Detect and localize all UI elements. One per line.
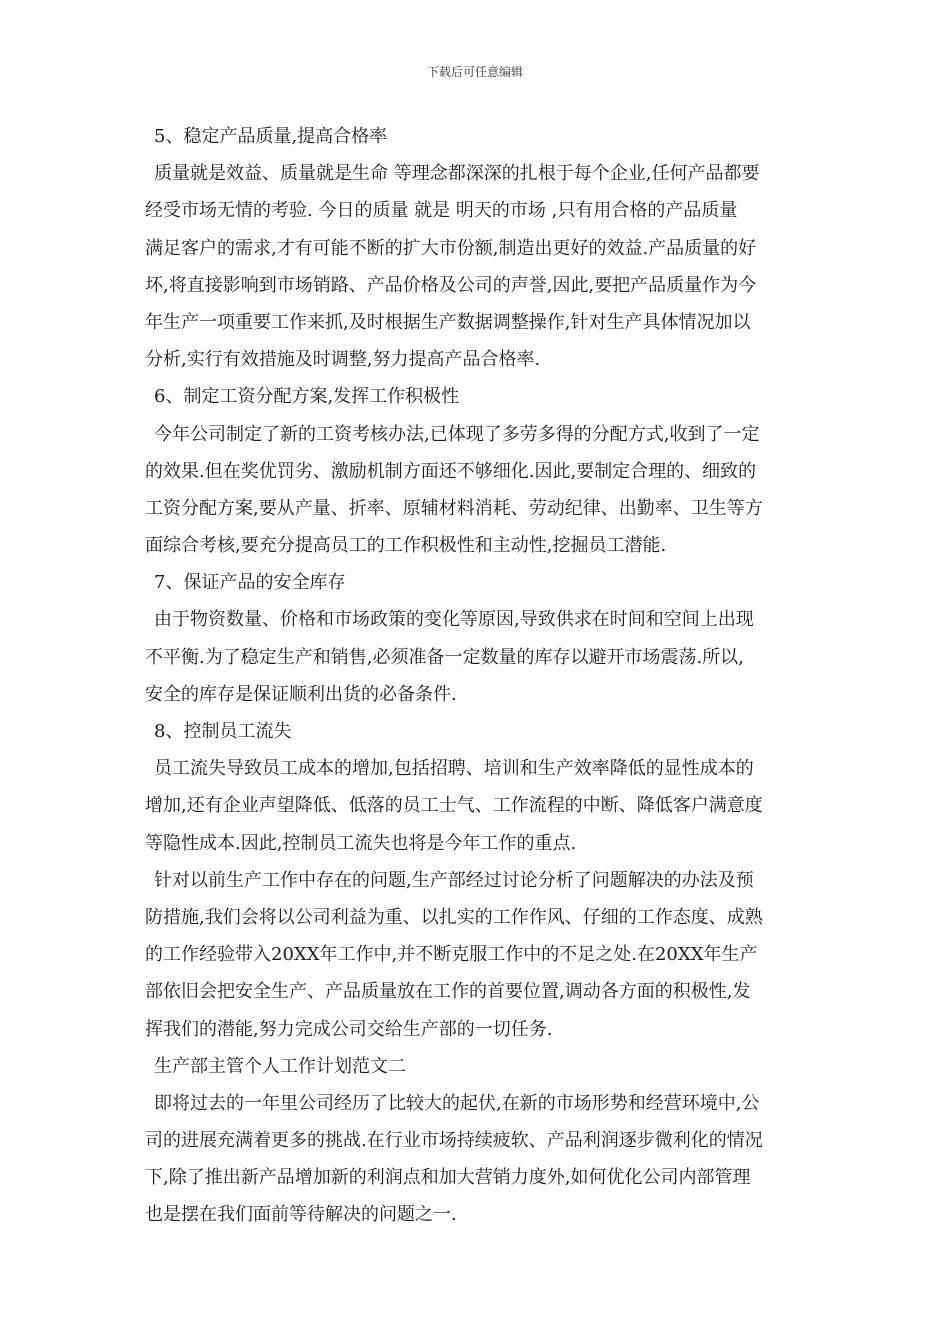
text-line: 也是摆在我们面前等待解决的问题之一. — [145, 1204, 457, 1226]
text-line: 面综合考核,要充分提高员工的工作积极性和主动性,挖掘员工潜能. — [145, 535, 667, 557]
text-line: 工资分配方案,要从产量、折率、原辅材料消耗、劳动纪律、出勤率、卫生等方 — [145, 497, 763, 519]
text-line: 下,除了推出新产品增加新的利润点和加大营销力度外,如何优化公司内部管理 — [145, 1167, 751, 1189]
text-line: 增加,还有企业声望降低、低落的员工士气、工作流程的中断、降低客户满意度 — [145, 795, 763, 817]
text-line: 防措施,我们会将以公司利益为重、以扎实的工作作风、仔细的工作态度、成熟 — [145, 906, 763, 928]
text-line: 分析,实行有效措施及时调整,努力提高产品合格率. — [145, 349, 541, 371]
text-line: 安全的库存是保证顺利出货的必备条件. — [145, 683, 457, 705]
text-line: 5、稳定产品质量,提高合格率 — [154, 126, 388, 147]
text-line: 由于物资数量、价格和市场政策的变化等原因,导致供求在时间和空间上出现 — [154, 609, 754, 631]
text-line: 8、控制员工流失 — [154, 721, 292, 742]
text-line: 员工流失导致员工成本的增加,包括招聘、培训和生产效率降低的显性成本的 — [154, 758, 754, 780]
text-line: 年生产一项重要工作来抓,及时根据生产数据调整操作,针对生产具体情况加以 — [145, 311, 751, 333]
text-line: 坏,将直接影响到市场销路、产品价格及公司的声誉,因此,要把产品质量作为今 — [145, 274, 757, 296]
text-line: 生产部主管个人工作计划范文二 — [154, 1055, 406, 1077]
text-line: 的效果.但在奖优罚劣、激励机制方面还不够细化.因此,要制定合理的、细致的 — [145, 460, 757, 482]
text-line: 等隐性成本.因此,控制员工流失也将是今年工作的重点. — [145, 832, 577, 854]
text-line: 的工作经验带入20XX年工作中,并不断克服工作中的不足之处.在20XX年生产 — [145, 944, 758, 966]
text-line: 部依旧会把安全生产、产品质量放在工作的首要位置,调动各方面的积极性,发 — [145, 981, 751, 1003]
text-line: 司的进展充满着更多的挑战.在行业市场持续疲软、产品利润逐步微利化的情况 — [145, 1130, 763, 1152]
text-line: 挥我们的潜能,努力完成公司交给生产部的一切任务. — [145, 1018, 553, 1040]
text-line: 满足客户的需求,才有可能不断的扩大市份额,制造出更好的效益.产品质量的好 — [145, 237, 757, 259]
text-line: 6、制定工资分配方案,发挥工作积极性 — [154, 386, 460, 408]
text-line: 今年公司制定了新的工资考核办法,已体现了多劳多得的分配方式,收到了一定 — [154, 423, 760, 445]
text-line: 针对以前生产工作中存在的问题,生产部经过讨论分析了问题解决的办法及预 — [154, 869, 754, 891]
text-line: 质量就是效益、质量就是生命 等理念都深深的扎根于每个企业,任何产品都要 — [154, 163, 760, 185]
page-header: 下载后可任意编辑 — [426, 65, 523, 79]
text-line: 不平衡.为了稳定生产和销售,必须准备一定数量的库存以避开市场震荡.所以, — [145, 646, 744, 668]
text-line: 7、保证产品的安全库存 — [154, 572, 346, 594]
text-line: 即将过去的一年里公司经历了比较大的起伏,在新的市场形势和经营环境中,公 — [154, 1092, 760, 1114]
document-body — [145, 118, 809, 1234]
text-line: 经受市场无情的考验. 今日的质量 就是 明天的市场 ,只有用合格的产品质量 — [145, 200, 738, 222]
